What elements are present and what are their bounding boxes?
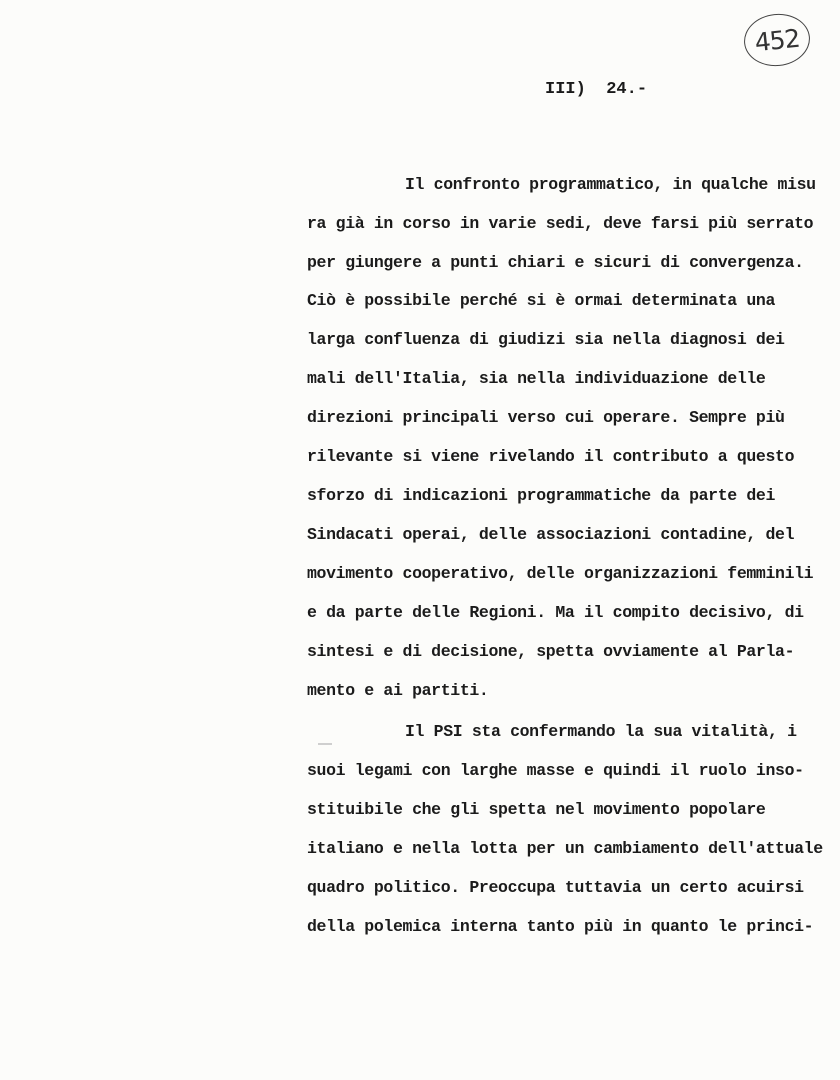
text-line: italiano e nella lotta per un cambiamento dell'attuale [307, 839, 823, 858]
text-line: Sindacati operai, delle associazioni contadine, del [307, 525, 795, 544]
ink-mark [318, 743, 332, 745]
archive-stamp: 452 [741, 11, 812, 70]
text-line: mento e ai partiti. [307, 681, 489, 700]
text-line: Ciò è possibile perché si è ormai determinata una [307, 291, 776, 310]
text-line: e da parte delle Regioni. Ma il compito decisivo, di [307, 603, 804, 622]
text-line: ra già in corso in varie sedi, deve farsi più serrato [307, 214, 814, 233]
text-line: della polemica interna tanto più in quanto le princi- [307, 917, 814, 936]
text-line: suoi legami con larghe masse e quindi il ruolo inso- [307, 761, 804, 780]
page-reference: III) 24.- [545, 80, 648, 99]
text-line: stituibile che gli spetta nel movimento popolare [307, 800, 766, 819]
text-line: Il PSI sta confermando la sua vitalità, i [405, 722, 797, 741]
text-line: Il confronto programmatico, in qualche misu [405, 175, 816, 194]
text-line: mali dell'Italia, sia nella individuazione delle [307, 369, 766, 388]
text-line: per giungere a punti chiari e sicuri di convergenza. [307, 253, 804, 272]
text-line: sforzo di indicazioni programmatiche da parte dei [307, 486, 776, 505]
text-line: movimento cooperativo, delle organizzazioni femminili [307, 564, 814, 583]
text-line: direzioni principali verso cui operare. Sempre più [307, 408, 785, 427]
text-line: quadro politico. Preoccupa tuttavia un certo acuirsi [307, 878, 804, 897]
text-line: larga confluenza di giudizi sia nella diagnosi dei [307, 330, 785, 349]
text-line: sintesi e di decisione, spetta ovviamente al Parla- [307, 642, 795, 661]
text-line: rilevante si viene rivelando il contributo a questo [307, 447, 795, 466]
